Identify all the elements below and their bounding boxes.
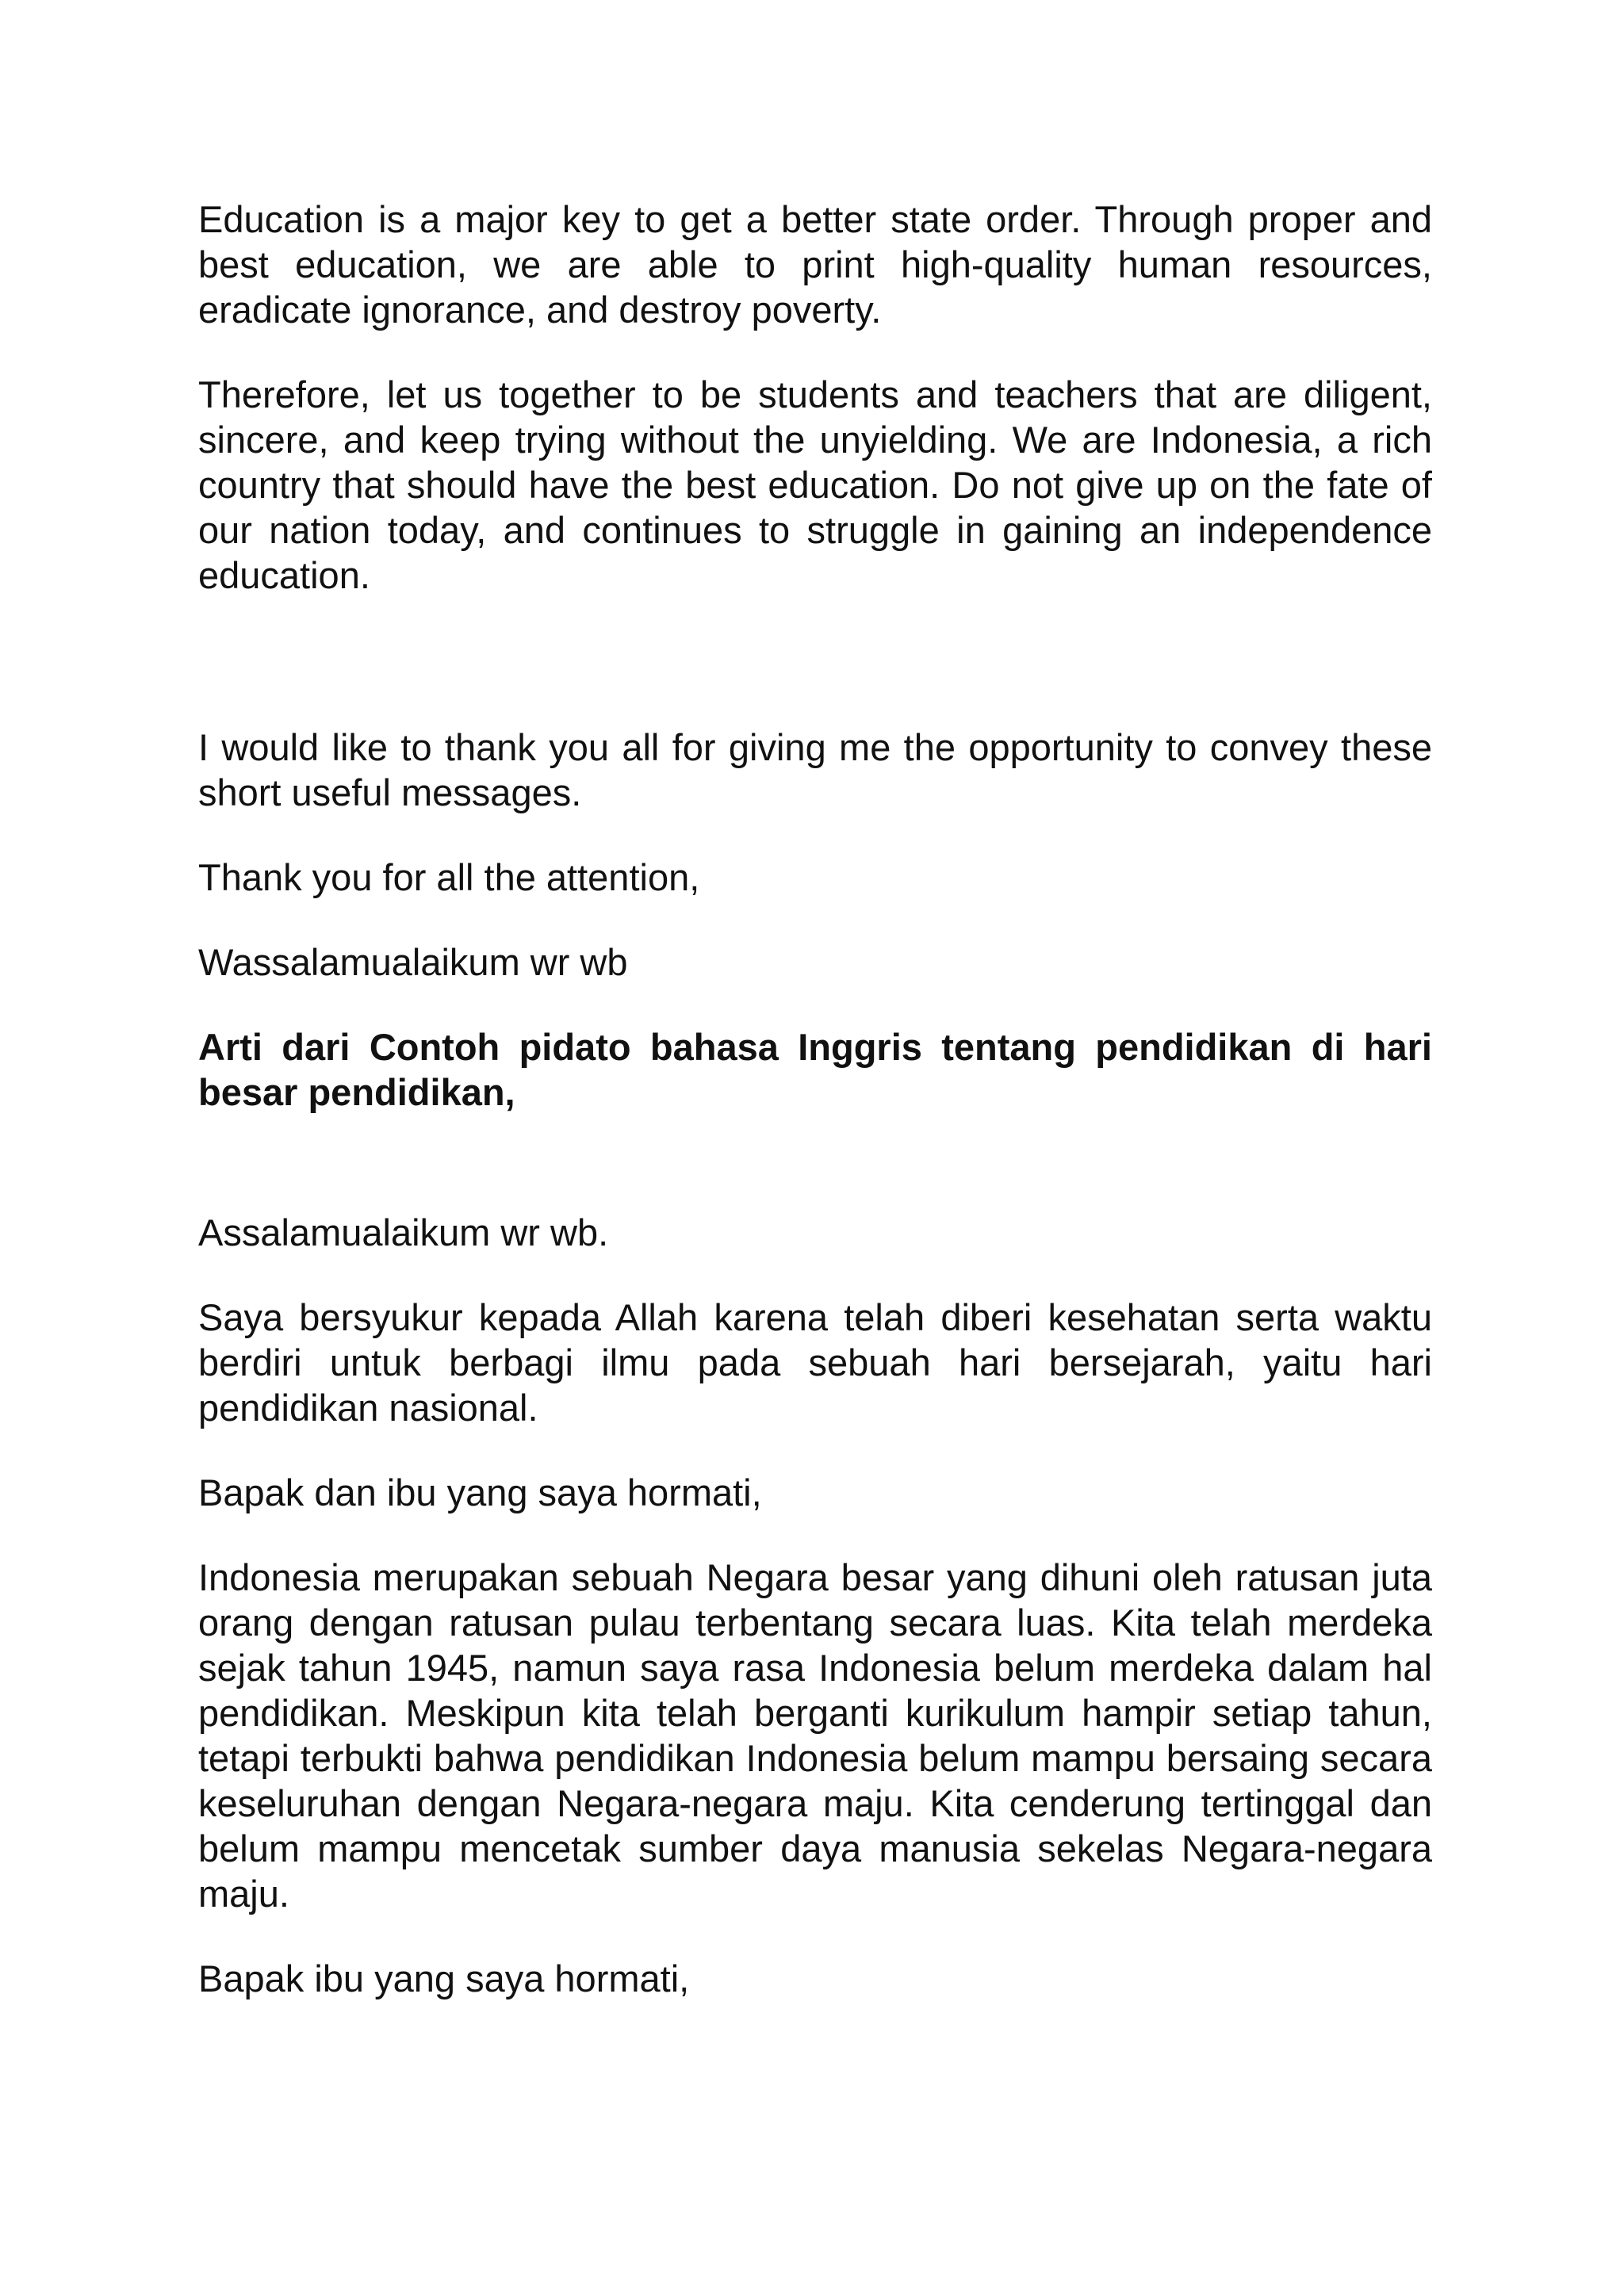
paragraph-address-audience: Bapak dan ibu yang saya hormati, — [198, 1471, 762, 1513]
paragraph-call-to-action: Therefore, let us together to be students and teachers that are diligent, sincere, and keep trying without the unyielding. We are Indonesia, a rich country that should have the best education. Do not give up on the fate of our nation today, and continues to struggle in gaining an independence education. — [198, 373, 1432, 596]
paragraph-thanks-opportunity: I would like to thank you all for giving me the opportunity to convey these short useful messages. — [198, 726, 1432, 813]
paragraph-indonesia-education: Indonesia merupakan sebuah Negara besar yang dihuni oleh ratusan juta orang dengan ratusan pulau terbentang secara luas. Kita telah merdeka sejak tahun 1945, namun saya rasa Indonesia belum merdeka dalam hal pendidikan. Meskipun kita telah berganti kurikulum hampir setiap tahun, tetapi terbukti bahwa pendidikan Indonesia belum mampu bersaing secara keseluruhan dengan Negara-negara maju. Kita cenderung tertinggal dan belum mampu mencetak sumber daya manusia sekelas Negara-negara maju. — [198, 1556, 1432, 1915]
paragraph-opening-greeting: Assalamualaikum wr wb. — [198, 1211, 609, 1253]
paragraph-closing-greeting: Wassalamualaikum wr wb — [198, 941, 628, 983]
paragraph-gratitude: Saya bersyukur kepada Allah karena telah diberi kesehatan serta waktu berdiri untuk berbagi ilmu pada sebuah hari bersejarah, yaitu hari pendidikan nasional. — [198, 1296, 1432, 1429]
paragraph-address-audience-2: Bapak ibu yang saya hormati, — [198, 1957, 690, 1999]
paragraph-thanks-attention: Thank you for all the attention, — [198, 856, 700, 898]
document-page — [198, 197, 1432, 2001]
paragraph-education-key: Education is a major key to get a better state order. Through proper and best education, we are able to print high-quality human resources, eradicate ignorance, and destroy poverty. — [198, 198, 1432, 331]
section-heading: Arti dari Contoh pidato bahasa Inggris tentang pendidikan di hari besar pendidikan, — [198, 1026, 1432, 1113]
